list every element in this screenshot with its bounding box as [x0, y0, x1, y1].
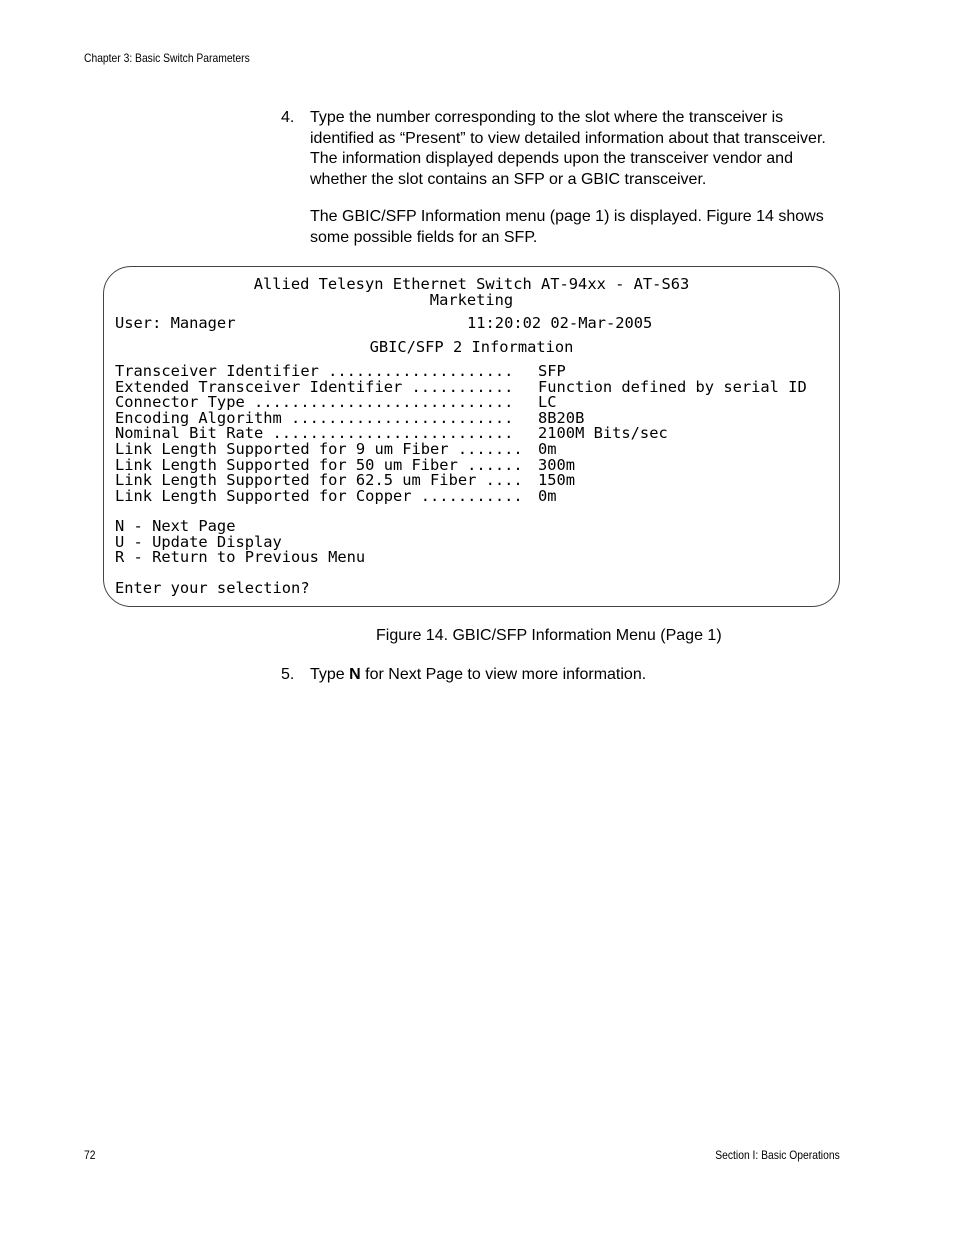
field-value: 8B20B — [538, 409, 585, 427]
step-paragraph: Type the number corresponding to the slot where the transceiver is identified as “Present” to view detailed information about that transceiver. The information displayed depends upon the transceiver vendor and whether the slot contains an SFP or a GBIC transceiver. — [310, 109, 826, 188]
field-label: Link Length Supported for 9 um Fiber ....... — [115, 440, 523, 458]
field-value: 0m — [538, 440, 557, 458]
step-5 — [281, 665, 841, 686]
field-value: Function defined by serial ID — [538, 378, 807, 396]
terminal-screen — [103, 266, 840, 607]
field-value: 150m — [538, 471, 576, 489]
terminal-section-title: GBIC/SFP 2 Information — [369, 338, 574, 356]
menu-option-next-page[interactable]: N - Next Page — [115, 517, 236, 535]
field-value: 300m — [538, 456, 576, 474]
figure-caption: Figure 14. GBIC/SFP Information Menu (Page 1) — [376, 627, 722, 644]
field-value: 2100M Bits/sec — [538, 424, 668, 442]
terminal-title: Allied Telesyn Ethernet Switch AT-94xx - AT-S63 — [253, 275, 690, 293]
field-label: Link Length Supported for 50 um Fiber ...... — [115, 456, 523, 474]
footer-section-title: Section I: Basic Operations — [715, 1148, 840, 1162]
menu-option-return[interactable]: R - Return to Previous Menu — [115, 548, 366, 566]
field-label: Encoding Algorithm ........................ — [115, 409, 514, 427]
field-value: LC — [538, 393, 557, 411]
field-label: Extended Transceiver Identifier ........... — [115, 378, 514, 396]
page-number: 72 — [84, 1148, 96, 1162]
step-number: 4. — [281, 109, 295, 126]
step-number: 5. — [281, 666, 295, 683]
terminal-user: User: Manager — [115, 314, 236, 332]
step-4 — [281, 108, 841, 248]
field-value: SFP — [538, 362, 566, 380]
field-label: Connector Type ............................ — [115, 393, 514, 411]
field-value: 0m — [538, 487, 557, 505]
chapter-header: Chapter 3: Basic Switch Parameters — [84, 51, 250, 65]
selection-prompt[interactable]: Enter your selection? — [115, 579, 310, 597]
step-text: for Next Page to view more information. — [360, 666, 647, 683]
key-name: N — [349, 666, 361, 683]
step-paragraph: The GBIC/SFP Information menu (page 1) is displayed. Figure 14 shows some possible fields for an SFP. — [310, 208, 824, 246]
field-label: Link Length Supported for Copper ........... — [115, 487, 523, 505]
step-text: Type — [310, 666, 350, 683]
terminal-subtitle: Marketing — [429, 291, 514, 309]
terminal-timestamp: 11:20:02 02-Mar-2005 — [467, 314, 653, 332]
field-label: Nominal Bit Rate .......................... — [115, 424, 514, 442]
field-label: Link Length Supported for 62.5 um Fiber .... — [115, 471, 523, 489]
field-label: Transceiver Identifier .................... — [115, 362, 514, 380]
menu-option-update-display[interactable]: U - Update Display — [115, 533, 282, 551]
